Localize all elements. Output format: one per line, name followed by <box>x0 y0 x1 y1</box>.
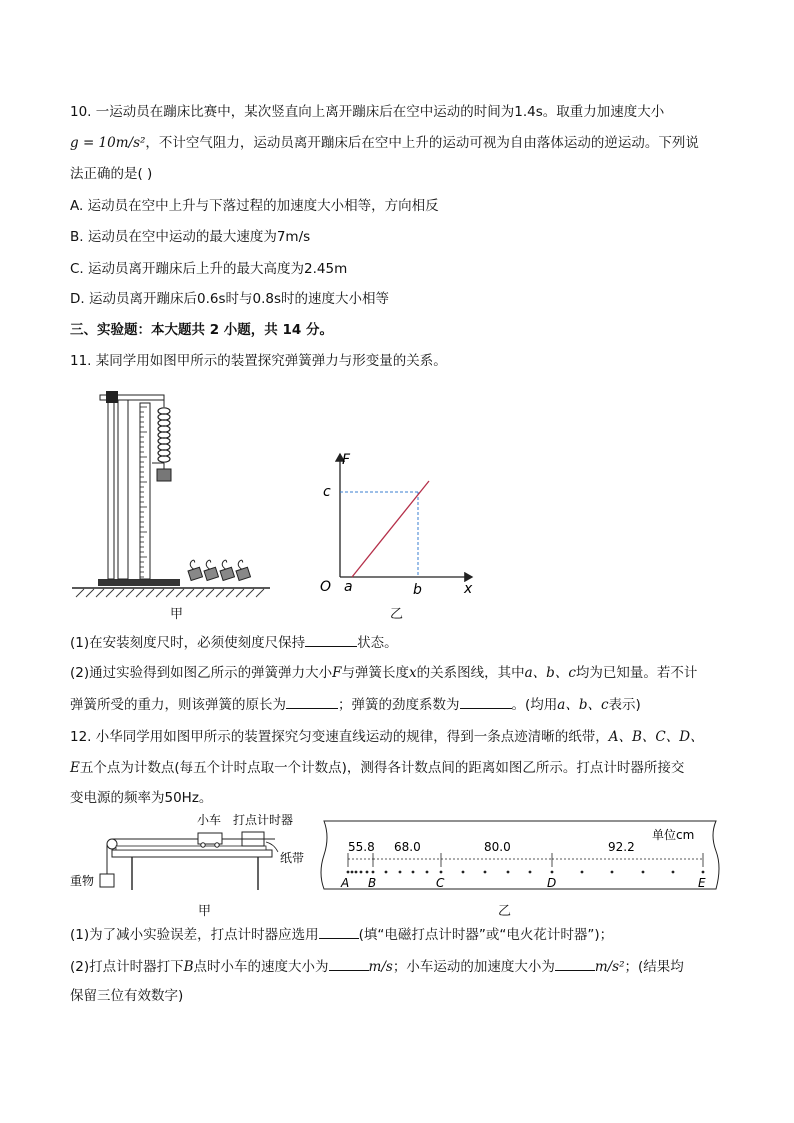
q11-part2-e: 的关系图线，其中 <box>416 665 525 681</box>
q12-point-e: E <box>70 760 80 776</box>
original-length-blank[interactable] <box>286 694 338 709</box>
spring-apparatus-figure <box>70 385 275 600</box>
q10-line2-rest: ，不计空气阻力，运动员离开蹦床后在空中上升的运动可视为自由落体运动的逆运动。下列说 <box>145 135 699 151</box>
acceleration-unit: m/s² <box>594 959 625 975</box>
label-c: c <box>323 484 331 500</box>
axis-label-F: F <box>342 452 351 468</box>
q12-part2 <box>70 956 684 977</box>
q11-part2-l2c: 。(均用 <box>511 697 558 713</box>
tape-unit: 单位cm <box>652 828 695 842</box>
figure-yi-caption: 乙 <box>390 607 404 622</box>
q10-option-c: C. 运动员离开蹦床后上升的最大高度为2.45m <box>70 261 348 277</box>
q10-option-b: B. 运动员在空中运动的最大速度为7m/s <box>70 229 311 245</box>
distance-bc: 68.0 <box>394 840 421 854</box>
q10-option-d: D. 运动员离开蹦床后0.6s时与0.8s时的速度大小相等 <box>70 291 389 307</box>
q10-line3: 法正确的是( ) <box>70 166 153 182</box>
timer-choice-blank[interactable] <box>319 924 359 939</box>
gravity-symbol: g <box>70 135 79 151</box>
q10-line1: 10. 一运动员在蹦床比赛中，某次竖直向上离开蹦床后在空中运动的时间为1.4s。取重力加速度大小 <box>70 104 665 120</box>
point-a: A <box>341 876 350 890</box>
label-b: b <box>413 582 422 598</box>
gravity-value: = 10m/s² <box>78 135 146 151</box>
q11-part2-line2 <box>70 694 641 715</box>
figure-yi-caption-2: 乙 <box>498 904 512 919</box>
point-e: E <box>698 876 706 890</box>
q12-line1 <box>70 727 704 747</box>
velocity-blank[interactable] <box>329 956 369 971</box>
timer-label: 打点计时器 <box>233 813 294 827</box>
symbols-abc: a、b、c <box>524 665 576 681</box>
q12-points: A、B、C、D、 <box>608 729 704 745</box>
point-b: B <box>368 876 377 890</box>
q11-part2-c: 与弹簧长度 <box>341 665 409 681</box>
distance-ab: 55.8 <box>348 840 375 854</box>
q11-part2-l2e: 表示) <box>608 697 641 713</box>
symbol-F: F <box>332 665 342 681</box>
cart-track-figure <box>70 808 315 903</box>
q12-part2-a: (2)打点计时器打下 <box>70 959 184 975</box>
q11-part2-l2b: ；弹簧的劲度系数为 <box>338 697 460 713</box>
point-c: C <box>436 876 445 890</box>
point-d: D <box>547 876 557 890</box>
q11-part1-text: (1)在安装刻度尺时，必须使刻度尺保持 <box>70 635 306 651</box>
q11-part1-end: 状态。 <box>357 635 398 651</box>
q12-line1-text: 12. 小华同学用如图甲所示的装置探究匀变速直线运动的规律，得到一条点迹清晰的纸带， <box>70 729 609 745</box>
q10-line2 <box>70 133 699 153</box>
q12-line2 <box>70 758 684 778</box>
q12-line3: 变电源的频率为50Hz。 <box>70 790 213 806</box>
origin-label: O <box>320 579 332 595</box>
axis-label-x: x <box>464 581 473 597</box>
label-a: a <box>344 579 353 595</box>
distance-cd: 80.0 <box>484 840 511 854</box>
figure-jia-caption-2: 甲 <box>198 904 212 919</box>
q11-stem: 11. 某同学用如图甲所示的装置探究弹簧弹力与形变量的关系。 <box>70 353 447 369</box>
figure-jia-caption: 甲 <box>170 607 184 622</box>
q11-part2-line1 <box>70 663 697 683</box>
q12-line2-text: 五个点为计数点(每五个计时点取一个计数点)，测得各计数点间的距离如图乙所示。打点计时器所接交 <box>79 760 685 776</box>
stiffness-blank[interactable] <box>460 694 512 709</box>
q11-part2-g: 均为已知量。若不计 <box>575 665 698 681</box>
q12-part2-g: ；(结果均 <box>624 959 684 975</box>
q10-option-a: A. 运动员在空中上升与下落过程的加速度大小相等，方向相反 <box>70 198 439 214</box>
q11-part1 <box>70 632 398 653</box>
cart-label: 小车 <box>197 813 222 827</box>
q11-part2-l2a: 弹簧所受的重力，则该弹簧的原长为 <box>70 697 286 713</box>
symbol-b: B <box>183 959 194 975</box>
paper-tape-figure <box>312 815 724 895</box>
acceleration-blank[interactable] <box>555 956 595 971</box>
weight-label: 重物 <box>70 874 95 888</box>
q12-part3: 保留三位有效数字) <box>70 988 184 1004</box>
q12-part2-e: ；小车运动的加速度大小为 <box>392 959 555 975</box>
q12-part1-end: (填“电磁打点计时器”或“电火花计时器”)； <box>358 927 614 943</box>
q12-part2-c: 点时小车的速度大小为 <box>193 959 329 975</box>
tape-label: 纸带 <box>280 851 305 865</box>
force-line <box>352 481 429 577</box>
q12-part1-text: (1)为了减小实验误差，打点计时器应选用 <box>70 927 319 943</box>
distance-de: 92.2 <box>608 840 635 854</box>
velocity-unit: m/s <box>368 959 393 975</box>
q12-part1 <box>70 924 613 945</box>
section-three-header: 三、实验题：本大题共 2 小题，共 14 分。 <box>70 322 333 338</box>
q11-part2-a: (2)通过实验得到如图乙所示的弹簧弹力大小 <box>70 665 333 681</box>
q11-part1-blank[interactable] <box>305 632 357 647</box>
symbols-abc-2: a、b、c <box>557 697 609 713</box>
symbol-x: x <box>409 665 417 681</box>
force-length-graph <box>312 448 482 600</box>
